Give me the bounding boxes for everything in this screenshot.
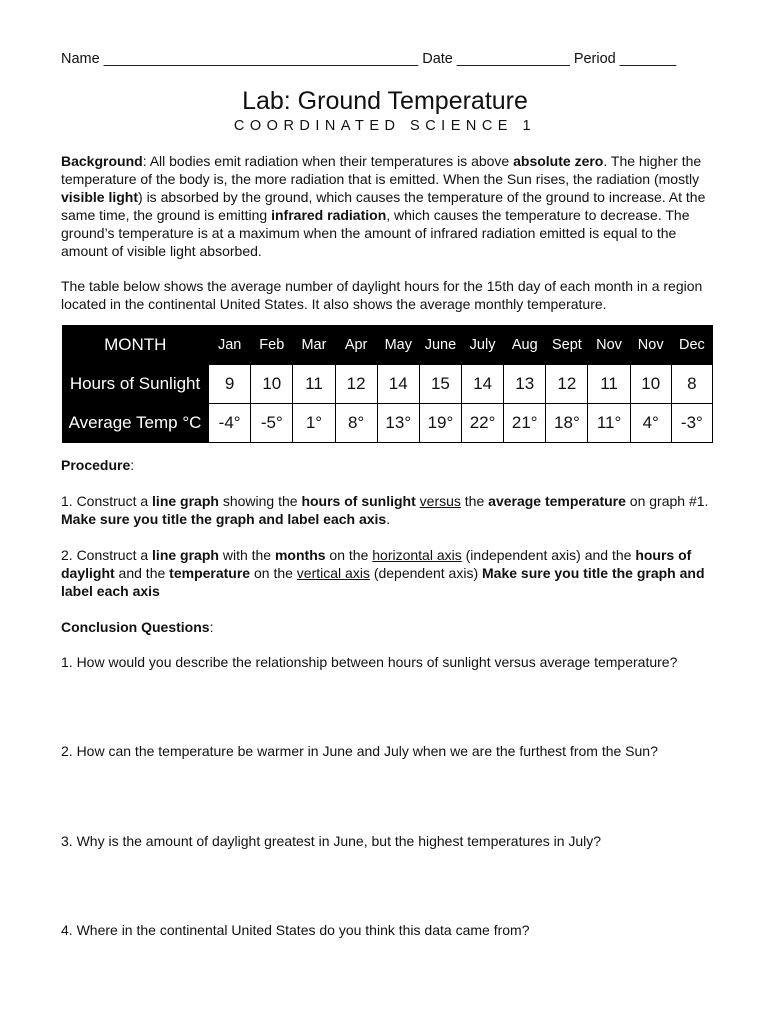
temperature-cell: 4° bbox=[630, 404, 671, 443]
temperature-cell: 13° bbox=[377, 404, 419, 443]
background-label: Background bbox=[61, 153, 143, 169]
sunlight-cell: 11 bbox=[293, 365, 335, 404]
name-date-period-line: Name _______________________________________ Date ______________ Period _______ bbox=[61, 51, 677, 67]
infrared-radiation-term: infrared radiation bbox=[271, 207, 387, 223]
sunlight-cell: 11 bbox=[588, 365, 630, 404]
sunlight-cell: 10 bbox=[251, 365, 293, 404]
temperature-row-label: Average Temp °C bbox=[62, 404, 209, 443]
sunlight-cell: 12 bbox=[335, 365, 377, 404]
month-header-row bbox=[62, 325, 713, 365]
month-cell: Feb bbox=[251, 325, 293, 365]
absolute-zero-term: absolute zero bbox=[513, 153, 604, 169]
conclusion-question-3: 3. Why is the amount of daylight greatest in June, but the highest temperatures in July? bbox=[61, 833, 602, 849]
month-cell: May bbox=[377, 325, 419, 365]
temperature-cell: 11° bbox=[588, 404, 630, 443]
procedure-step-1: 1. Construct a line graph showing the hours of sunlight versus the average temperature on graph #1. Make sure you title the graph and label each axis. bbox=[61, 493, 709, 527]
table-intro-paragraph bbox=[61, 277, 716, 313]
sunlight-cell: 10 bbox=[630, 365, 671, 404]
page-title: Lab: Ground Temperature bbox=[242, 87, 528, 115]
sunlight-temperature-table bbox=[62, 325, 713, 443]
temperature-cell: -5° bbox=[251, 404, 293, 443]
conclusion-question-4: 4. Where in the continental United States do you think this data came from? bbox=[61, 922, 530, 938]
conclusion-question-1: 1. How would you describe the relationship between hours of sunlight versus average temperature? bbox=[61, 654, 678, 670]
sunlight-row bbox=[62, 365, 713, 404]
sunlight-cell: 14 bbox=[377, 365, 419, 404]
background-text-4: , which causes the temperature to decrease. The ground’s temperature is at a maximum when the amount of infrared radiation emitted is equal to the amount of visible light absorbed. bbox=[61, 207, 690, 259]
month-cell: Aug bbox=[504, 325, 546, 365]
month-cell: Nov bbox=[630, 325, 671, 365]
procedure-step-2: 2. Construct a line graph with the months on the horizontal axis (independent axis) and the hours of daylight and the temperature on the vertical axis (dependent axis) Make sure you title the graph and label each axis bbox=[61, 547, 705, 599]
temperature-row bbox=[62, 404, 713, 443]
temperature-cell: 8° bbox=[335, 404, 377, 443]
sunlight-cell: 9 bbox=[209, 365, 251, 404]
table-intro-text: The table below shows the average number of daylight hours for the 15th day of each month in a region located in the continental United States. It also shows the average monthly temperature. bbox=[61, 278, 703, 312]
temperature-cell: -3° bbox=[671, 404, 712, 443]
month-cell: Dec bbox=[671, 325, 712, 365]
month-cell: Mar bbox=[293, 325, 335, 365]
month-cell: Nov bbox=[588, 325, 630, 365]
sunlight-row-label: Hours of Sunlight bbox=[62, 365, 209, 404]
visible-light-term: visible light bbox=[61, 189, 139, 205]
conclusion-question-2: 2. How can the temperature be warmer in June and July when we are the furthest from the Sun? bbox=[61, 743, 658, 759]
sunlight-cell: 12 bbox=[546, 365, 588, 404]
sunlight-cell: 15 bbox=[419, 365, 461, 404]
background-text-3: ) is absorbed by the ground, which causes the temperature of the ground to increase. At the same time, the ground is emitting bbox=[61, 189, 706, 223]
sunlight-cell: 8 bbox=[671, 365, 712, 404]
month-cell: June bbox=[419, 325, 461, 365]
temperature-cell: 18° bbox=[546, 404, 588, 443]
sunlight-cell: 13 bbox=[504, 365, 546, 404]
background-paragraph bbox=[61, 152, 716, 260]
month-cell: Sept bbox=[546, 325, 588, 365]
conclusion-heading: Conclusion Questions: bbox=[61, 619, 214, 635]
temperature-cell: 1° bbox=[293, 404, 335, 443]
temperature-cell: 21° bbox=[504, 404, 546, 443]
page-subtitle: COORDINATED SCIENCE 1 bbox=[233, 118, 537, 134]
month-cell: July bbox=[462, 325, 504, 365]
temperature-cell: 22° bbox=[462, 404, 504, 443]
procedure-heading: Procedure: bbox=[61, 457, 135, 473]
month-header-label: MONTH bbox=[62, 325, 209, 365]
temperature-cell: -4° bbox=[209, 404, 251, 443]
sunlight-cell: 14 bbox=[462, 365, 504, 404]
background-text-1: : All bodies emit radiation when their temperatures is above bbox=[142, 153, 514, 169]
month-cell: Jan bbox=[209, 325, 251, 365]
month-cell: Apr bbox=[335, 325, 377, 365]
temperature-cell: 19° bbox=[419, 404, 461, 443]
background-text-2: . The higher the temperature of the body is, the more radiation that is emitted. When the Sun rises, the radiation (mostly bbox=[61, 153, 702, 187]
